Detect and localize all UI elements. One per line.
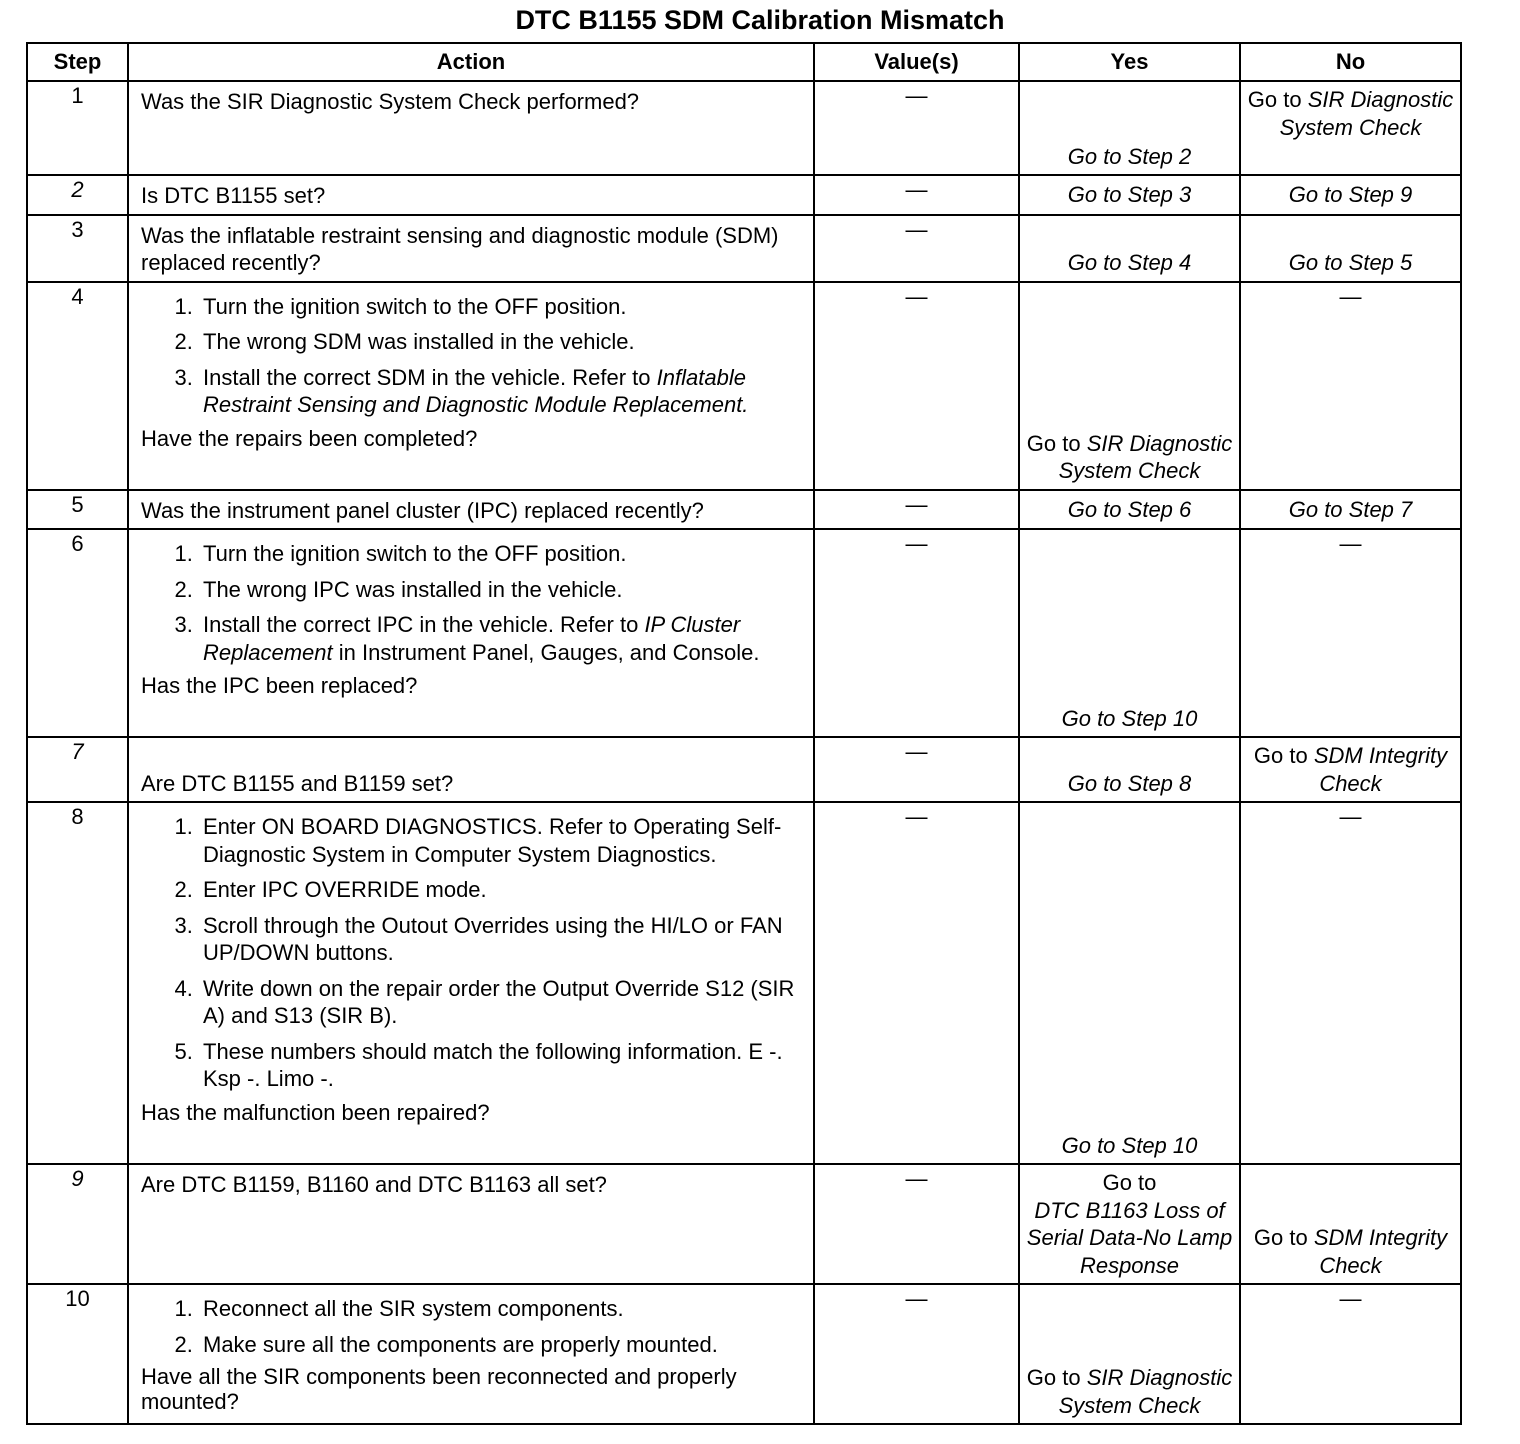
yes-prefix: Go to [1026,1365,1081,1390]
no-link[interactable]: Go to Step 9 [1288,182,1413,207]
value-cell: — [814,802,1019,1164]
action-cell [128,282,814,490]
yes-link[interactable]: SIR Diagnostic System Check [1058,430,1233,483]
step-number: 8 [27,802,128,1164]
action-question: Have the repairs been completed? [141,425,478,451]
header-yes: Yes [1019,43,1240,81]
table-row [27,1164,1461,1284]
no-prefix: Go to [1253,743,1308,768]
step-number: 10 [27,1284,128,1424]
reference-link[interactable]: Inflatable Restraint Sensing and Diagnostic Module Replacement. [203,364,749,417]
yes-cell[interactable] [1019,215,1240,282]
action-cell [128,529,814,737]
yes-cell[interactable] [1019,529,1240,737]
list-item: 3. Install the correct IPC in the vehicle. Refer to IP Cluster Replacement in Instrument Panel, Gauges, and Console. [199,611,803,666]
list-item: 5. These numbers should match the following information. E -. Ksp -. Limo -. [199,1038,803,1093]
no-cell[interactable] [1240,1164,1461,1284]
table-row [27,282,1461,490]
step-number: 2 [27,175,128,215]
page-title: DTC B1155 SDM Calibration Mismatch [515,5,1005,35]
no-cell[interactable] [1240,490,1461,530]
action-question: Was the inflatable restraint sensing and diagnostic module (SDM) replaced recently? [141,222,779,275]
action-cell [128,1284,814,1424]
list-item: 1. Turn the ignition switch to the OFF position. [199,540,803,568]
no-cell[interactable] [1240,215,1461,282]
step-number: 1 [27,81,128,175]
table-row [27,81,1461,175]
yes-prefix: Go to [1026,430,1081,456]
value-cell: — [814,1284,1019,1424]
diagnostic-table [26,42,1462,1425]
step-number: 6 [27,529,128,737]
step-number: 3 [27,215,128,282]
header-no: No [1240,43,1461,81]
header-row [27,43,1461,81]
action-cell [128,1164,814,1284]
list-item: 2. Enter IPC OVERRIDE mode. [199,876,803,904]
no-cell[interactable] [1240,175,1461,215]
action-question: Has the malfunction been repaired? [141,1099,490,1125]
list-item: 1. Turn the ignition switch to the OFF position. [199,293,803,321]
yes-link[interactable]: Go to Step 10 [1061,705,1198,731]
table-row [27,802,1461,1164]
value-cell: — [814,1164,1019,1284]
no-cell: — [1240,282,1461,490]
yes-link[interactable]: Go to Step 10 [1061,1132,1198,1158]
no-link[interactable]: SIR Diagnostic System Check [1279,87,1454,140]
list-item: 2. Make sure all the components are properly mounted. [199,1331,803,1359]
action-question: Are DTC B1159, B1160 and DTC B1163 all set? [141,1172,607,1197]
action-list [141,1295,803,1358]
action-cell [128,490,814,530]
no-link[interactable]: SDM Integrity Check [1313,743,1448,796]
action-list [141,813,803,1093]
yes-link[interactable]: Go to Step 6 [1067,496,1192,522]
list-item: 2. The wrong SDM was installed in the vehicle. [199,328,803,356]
header-values: Value(s) [814,43,1019,81]
list-item: 2. The wrong IPC was installed in the vehicle. [199,576,803,604]
step-number: 7 [27,737,128,802]
header-step: Step [27,43,128,81]
action-cell [128,175,814,215]
value-cell: — [814,490,1019,530]
list-item: 4. Write down on the repair order the Output Override S12 (SIR A) and S13 (SIR B). [199,975,803,1030]
table-row [27,175,1461,215]
action-list [141,293,803,419]
reference-link[interactable]: IP Cluster Replacement [203,612,741,665]
yes-prefix: Go to [1102,1170,1157,1195]
table-row [27,490,1461,530]
table-row [27,1284,1461,1424]
no-prefix: Go to [1247,87,1302,112]
value-cell: — [814,81,1019,175]
value-cell: — [814,175,1019,215]
action-question: Are DTC B1155 and B1159 set? [141,770,454,796]
yes-link[interactable]: Go to Step 4 [1067,250,1192,275]
action-question: Was the instrument panel cluster (IPC) replaced recently? [141,497,704,523]
no-cell: — [1240,529,1461,737]
step-number: 9 [27,1164,128,1284]
yes-cell[interactable] [1019,1284,1240,1424]
yes-cell[interactable] [1019,490,1240,530]
value-cell: — [814,215,1019,282]
yes-cell[interactable] [1019,737,1240,802]
yes-cell[interactable] [1019,81,1240,175]
table-row [27,529,1461,737]
list-item: 1. Enter ON BOARD DIAGNOSTICS. Refer to Operating Self-Diagnostic System in Computer System Diagnostics. [199,813,803,868]
list-item: 3. Scroll through the Outout Overrides using the HI/LO or FAN UP/DOWN buttons. [199,912,803,967]
no-cell: — [1240,1284,1461,1424]
action-cell [128,81,814,175]
no-prefix: Go to [1253,1225,1308,1250]
yes-link[interactable]: Go to Step 3 [1067,182,1192,207]
yes-link[interactable]: Go to Step 8 [1067,770,1192,796]
no-cell[interactable] [1240,737,1461,802]
list-item: 3. Install the correct SDM in the vehicle. Refer to Inflatable Restraint Sensing and Diagnostic Module Replacement. [199,364,803,419]
table-row [27,737,1461,802]
yes-cell[interactable] [1019,175,1240,215]
yes-link[interactable]: DTC B1163 Loss of Serial Data-No Lamp Response [1026,1197,1233,1278]
value-cell: — [814,737,1019,802]
action-question: Was the SIR Diagnostic System Check performed? [141,89,640,114]
action-cell [128,737,814,802]
action-list [141,540,803,666]
no-link[interactable]: Go to Step 5 [1288,250,1413,275]
value-cell: — [814,282,1019,490]
yes-cell[interactable] [1019,1164,1240,1284]
header-action: Action [128,43,814,81]
step-number: 4 [27,282,128,490]
list-item: 1. Reconnect all the SIR system components. [199,1295,803,1323]
yes-cell[interactable] [1019,802,1240,1164]
action-question: Has the IPC been replaced? [141,673,418,698]
action-cell [128,802,814,1164]
no-link[interactable]: Go to Step 7 [1288,496,1413,522]
yes-link[interactable]: SIR Diagnostic System Check [1058,1365,1233,1418]
no-cell: — [1240,802,1461,1164]
step-number: 5 [27,490,128,530]
yes-cell[interactable] [1019,282,1240,490]
action-question: Is DTC B1155 set? [141,183,326,208]
action-question: Have all the SIR components been reconnected and properly mounted? [141,1364,737,1414]
value-cell: — [814,529,1019,737]
no-link[interactable]: SDM Integrity Check [1313,1225,1448,1278]
no-cell[interactable] [1240,81,1461,175]
yes-link[interactable]: Go to Step 2 [1067,143,1192,169]
table-row [27,215,1461,282]
action-cell [128,215,814,282]
